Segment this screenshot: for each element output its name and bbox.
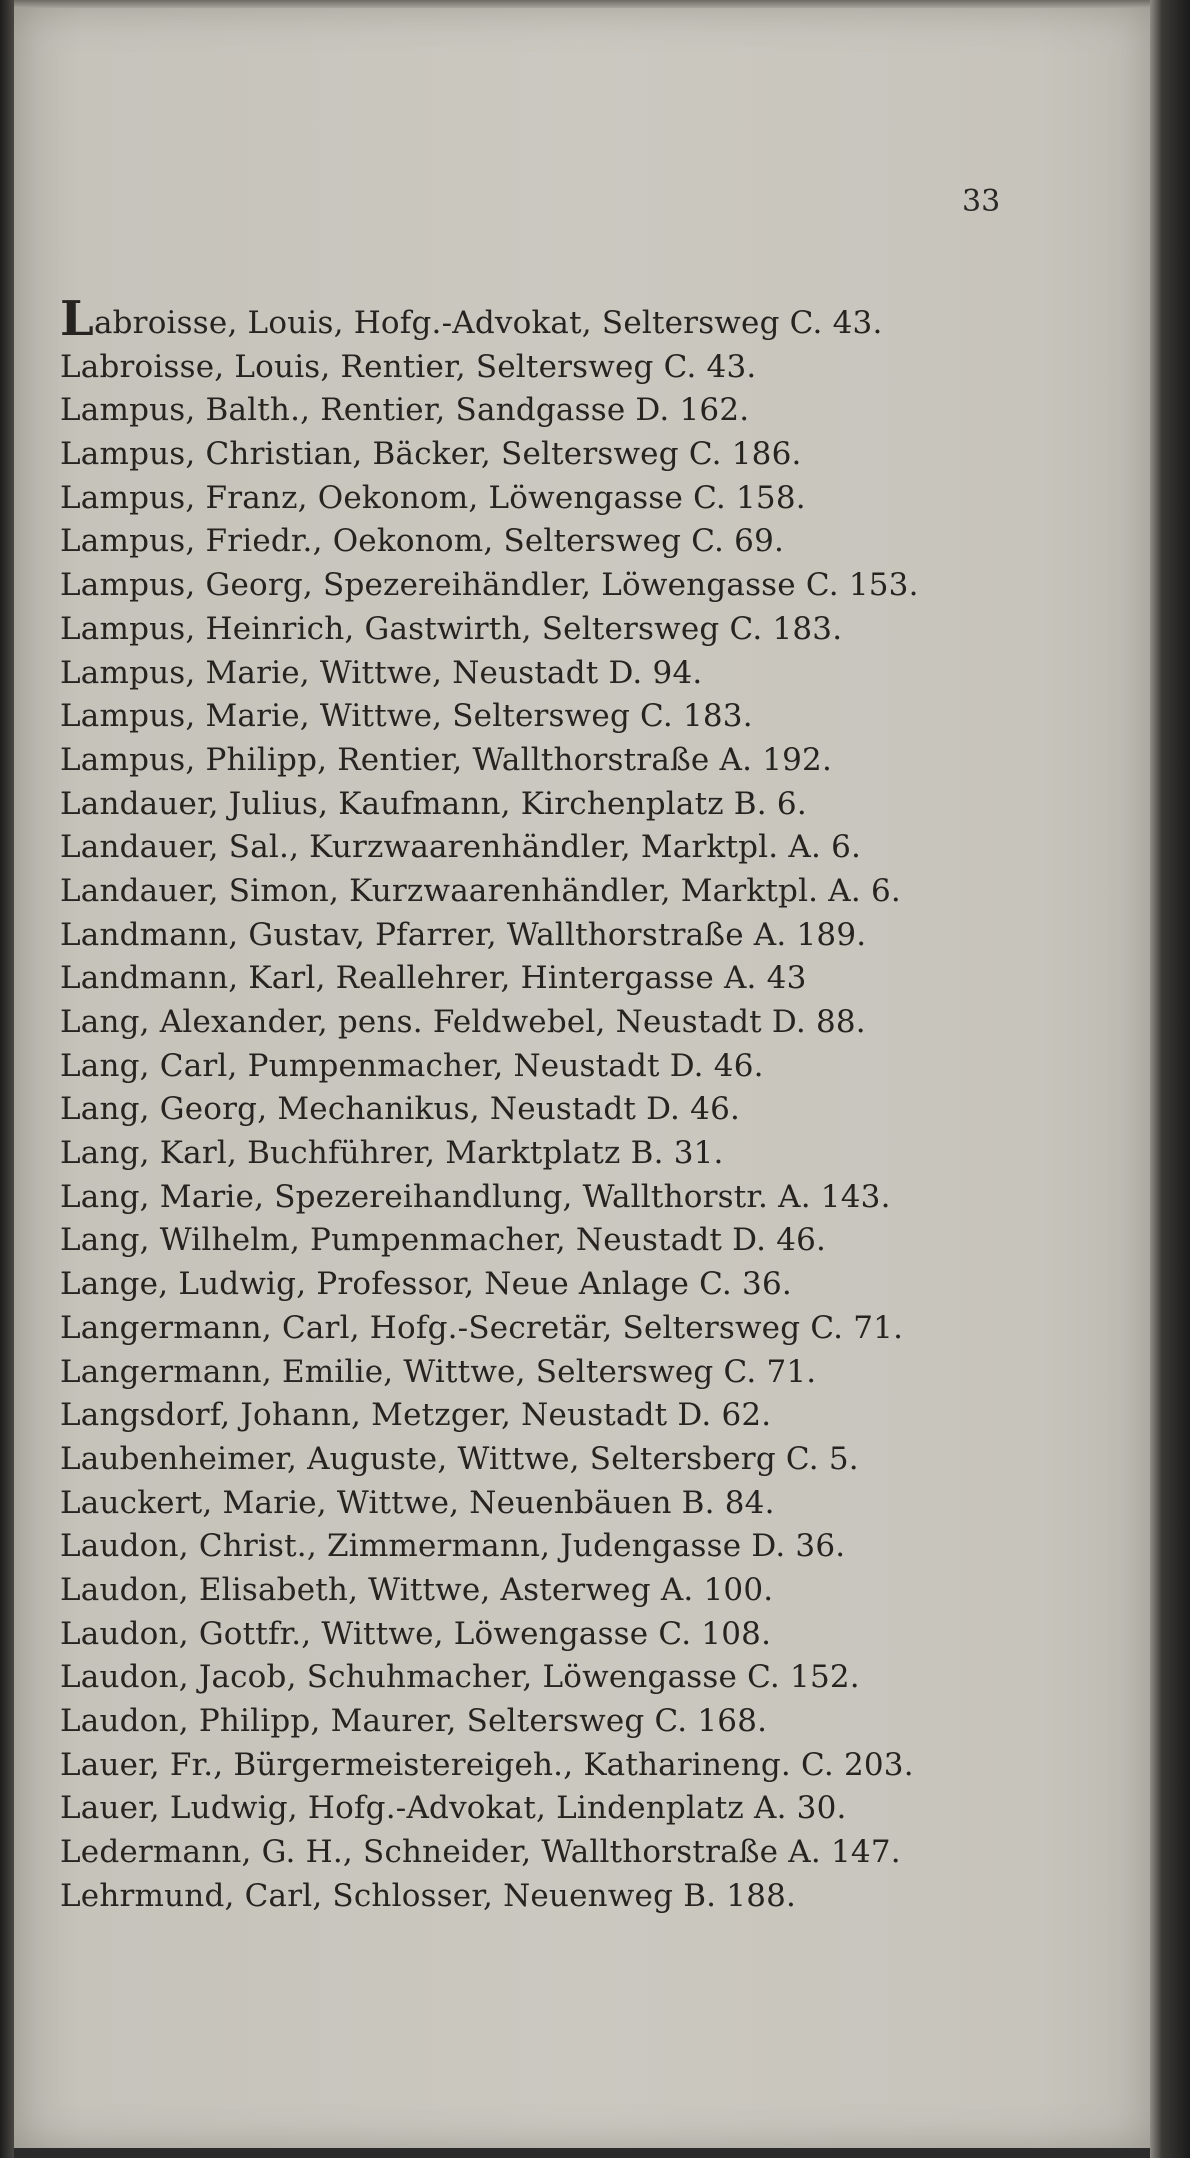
directory-entry: Landauer, Julius, Kaufmann, Kirchenplatz B. 6.	[60, 785, 807, 822]
directory-entry: Laudon, Jacob, Schuhmacher, Löwengasse C. 152.	[60, 1659, 860, 1696]
directory-entry: Langermann, Carl, Hofg.-Secretär, Seltersweg C. 71.	[60, 1309, 904, 1346]
directory-entry: Laubenheimer, Auguste, Wittwe, Seltersberg C. 5.	[60, 1440, 859, 1477]
directory-entry: Lampus, Balth., Rentier, Sandgasse D. 162.	[60, 392, 750, 429]
page-right-edge	[1150, 0, 1190, 2158]
directory-entry: Lang, Georg, Mechanikus, Neustadt D. 46.	[60, 1091, 741, 1128]
directory-entry: Lampus, Franz, Oekonom, Löwengasse C. 158.	[60, 479, 806, 516]
directory-entry: Landauer, Sal., Kurzwaarenhändler, Marktpl. A. 6.	[60, 829, 862, 866]
directory-entry: Lehrmund, Carl, Schlosser, Neuenweg B. 188.	[60, 1877, 797, 1914]
directory-entry: Landmann, Gustav, Pfarrer, Wallthorstraße A. 189.	[60, 916, 867, 953]
directory-entry: Lampus, Philipp, Rentier, Wallthorstraße A. 192.	[60, 741, 833, 778]
directory-entry: Lampus, Marie, Wittwe, Neustadt D. 94.	[60, 654, 703, 691]
directory-entry: Landauer, Simon, Kurzwaarenhändler, Marktpl. A. 6.	[60, 872, 901, 909]
directory-entry-list	[60, 291, 1060, 1918]
directory-entry-first	[60, 291, 1060, 347]
book-spine-shadow	[0, 0, 14, 2158]
directory-entry: Lang, Alexander, pens. Feldwebel, Neustadt D. 88.	[60, 1004, 866, 1040]
directory-entry: Laudon, Christ., Zimmermann, Judengasse D. 36.	[60, 1528, 846, 1565]
directory-entry: Lang, Karl, Buchführer, Marktplatz B. 31.	[60, 1135, 724, 1172]
directory-entry: Langermann, Emilie, Wittwe, Seltersweg C. 71.	[60, 1353, 817, 1390]
directory-entry: Labroisse, Louis, Rentier, Seltersweg C. 43.	[60, 348, 757, 385]
directory-entry: Lampus, Friedr., Oekonom, Seltersweg C. 69.	[60, 523, 785, 560]
directory-entry: Lampus, Marie, Wittwe, Seltersweg C. 183.	[60, 698, 753, 735]
directory-entry: Lange, Ludwig, Professor, Neue Anlage C. 36.	[60, 1266, 792, 1303]
directory-entry: Langsdorf, Johann, Metzger, Neustadt D. 62.	[60, 1397, 772, 1434]
directory-entry: Lang, Wilhelm, Pumpenmacher, Neustadt D. 46.	[60, 1222, 827, 1259]
directory-entry: Laudon, Philipp, Maurer, Seltersweg C. 168.	[60, 1703, 768, 1739]
directory-entry: Laudon, Gottfr., Wittwe, Löwengasse C. 108.	[60, 1615, 772, 1652]
directory-entry: Lauer, Fr., Bürgermeistereigeh., Katharineng. C. 203.	[60, 1746, 914, 1783]
directory-entry: Laudon, Elisabeth, Wittwe, Asterweg A. 100.	[60, 1571, 774, 1608]
directory-entry: Lang, Carl, Pumpenmacher, Neustadt D. 46.	[60, 1047, 764, 1084]
directory-entry-first-text: abroisse, Louis, Hofg.-Advokat, Seltersweg C. 43.	[93, 305, 883, 341]
directory-entry: Lampus, Georg, Spezereihändler, Löwengasse C. 153.	[60, 567, 919, 604]
directory-entry: Lampus, Heinrich, Gastwirth, Seltersweg C. 183.	[60, 610, 843, 647]
directory-entry: Lauckert, Marie, Wittwe, Neuenbäuen B. 84.	[60, 1484, 775, 1521]
decorative-initial-letter: L	[60, 291, 94, 347]
directory-entry: Ledermann, G. H., Schneider, Wallthorstraße A. 147.	[60, 1834, 901, 1871]
directory-entry: Lang, Marie, Spezereihandlung, Wallthorstr. A. 143.	[60, 1178, 891, 1215]
directory-entry: Landmann, Karl, Reallehrer, Hintergasse A. 43	[60, 960, 807, 997]
directory-entry: Lauer, Ludwig, Hofg.-Advokat, Lindenplatz A. 30.	[60, 1790, 847, 1827]
directory-entry: Lampus, Christian, Bäcker, Seltersweg C. 186.	[60, 436, 802, 473]
page-number: 33	[962, 184, 1001, 219]
